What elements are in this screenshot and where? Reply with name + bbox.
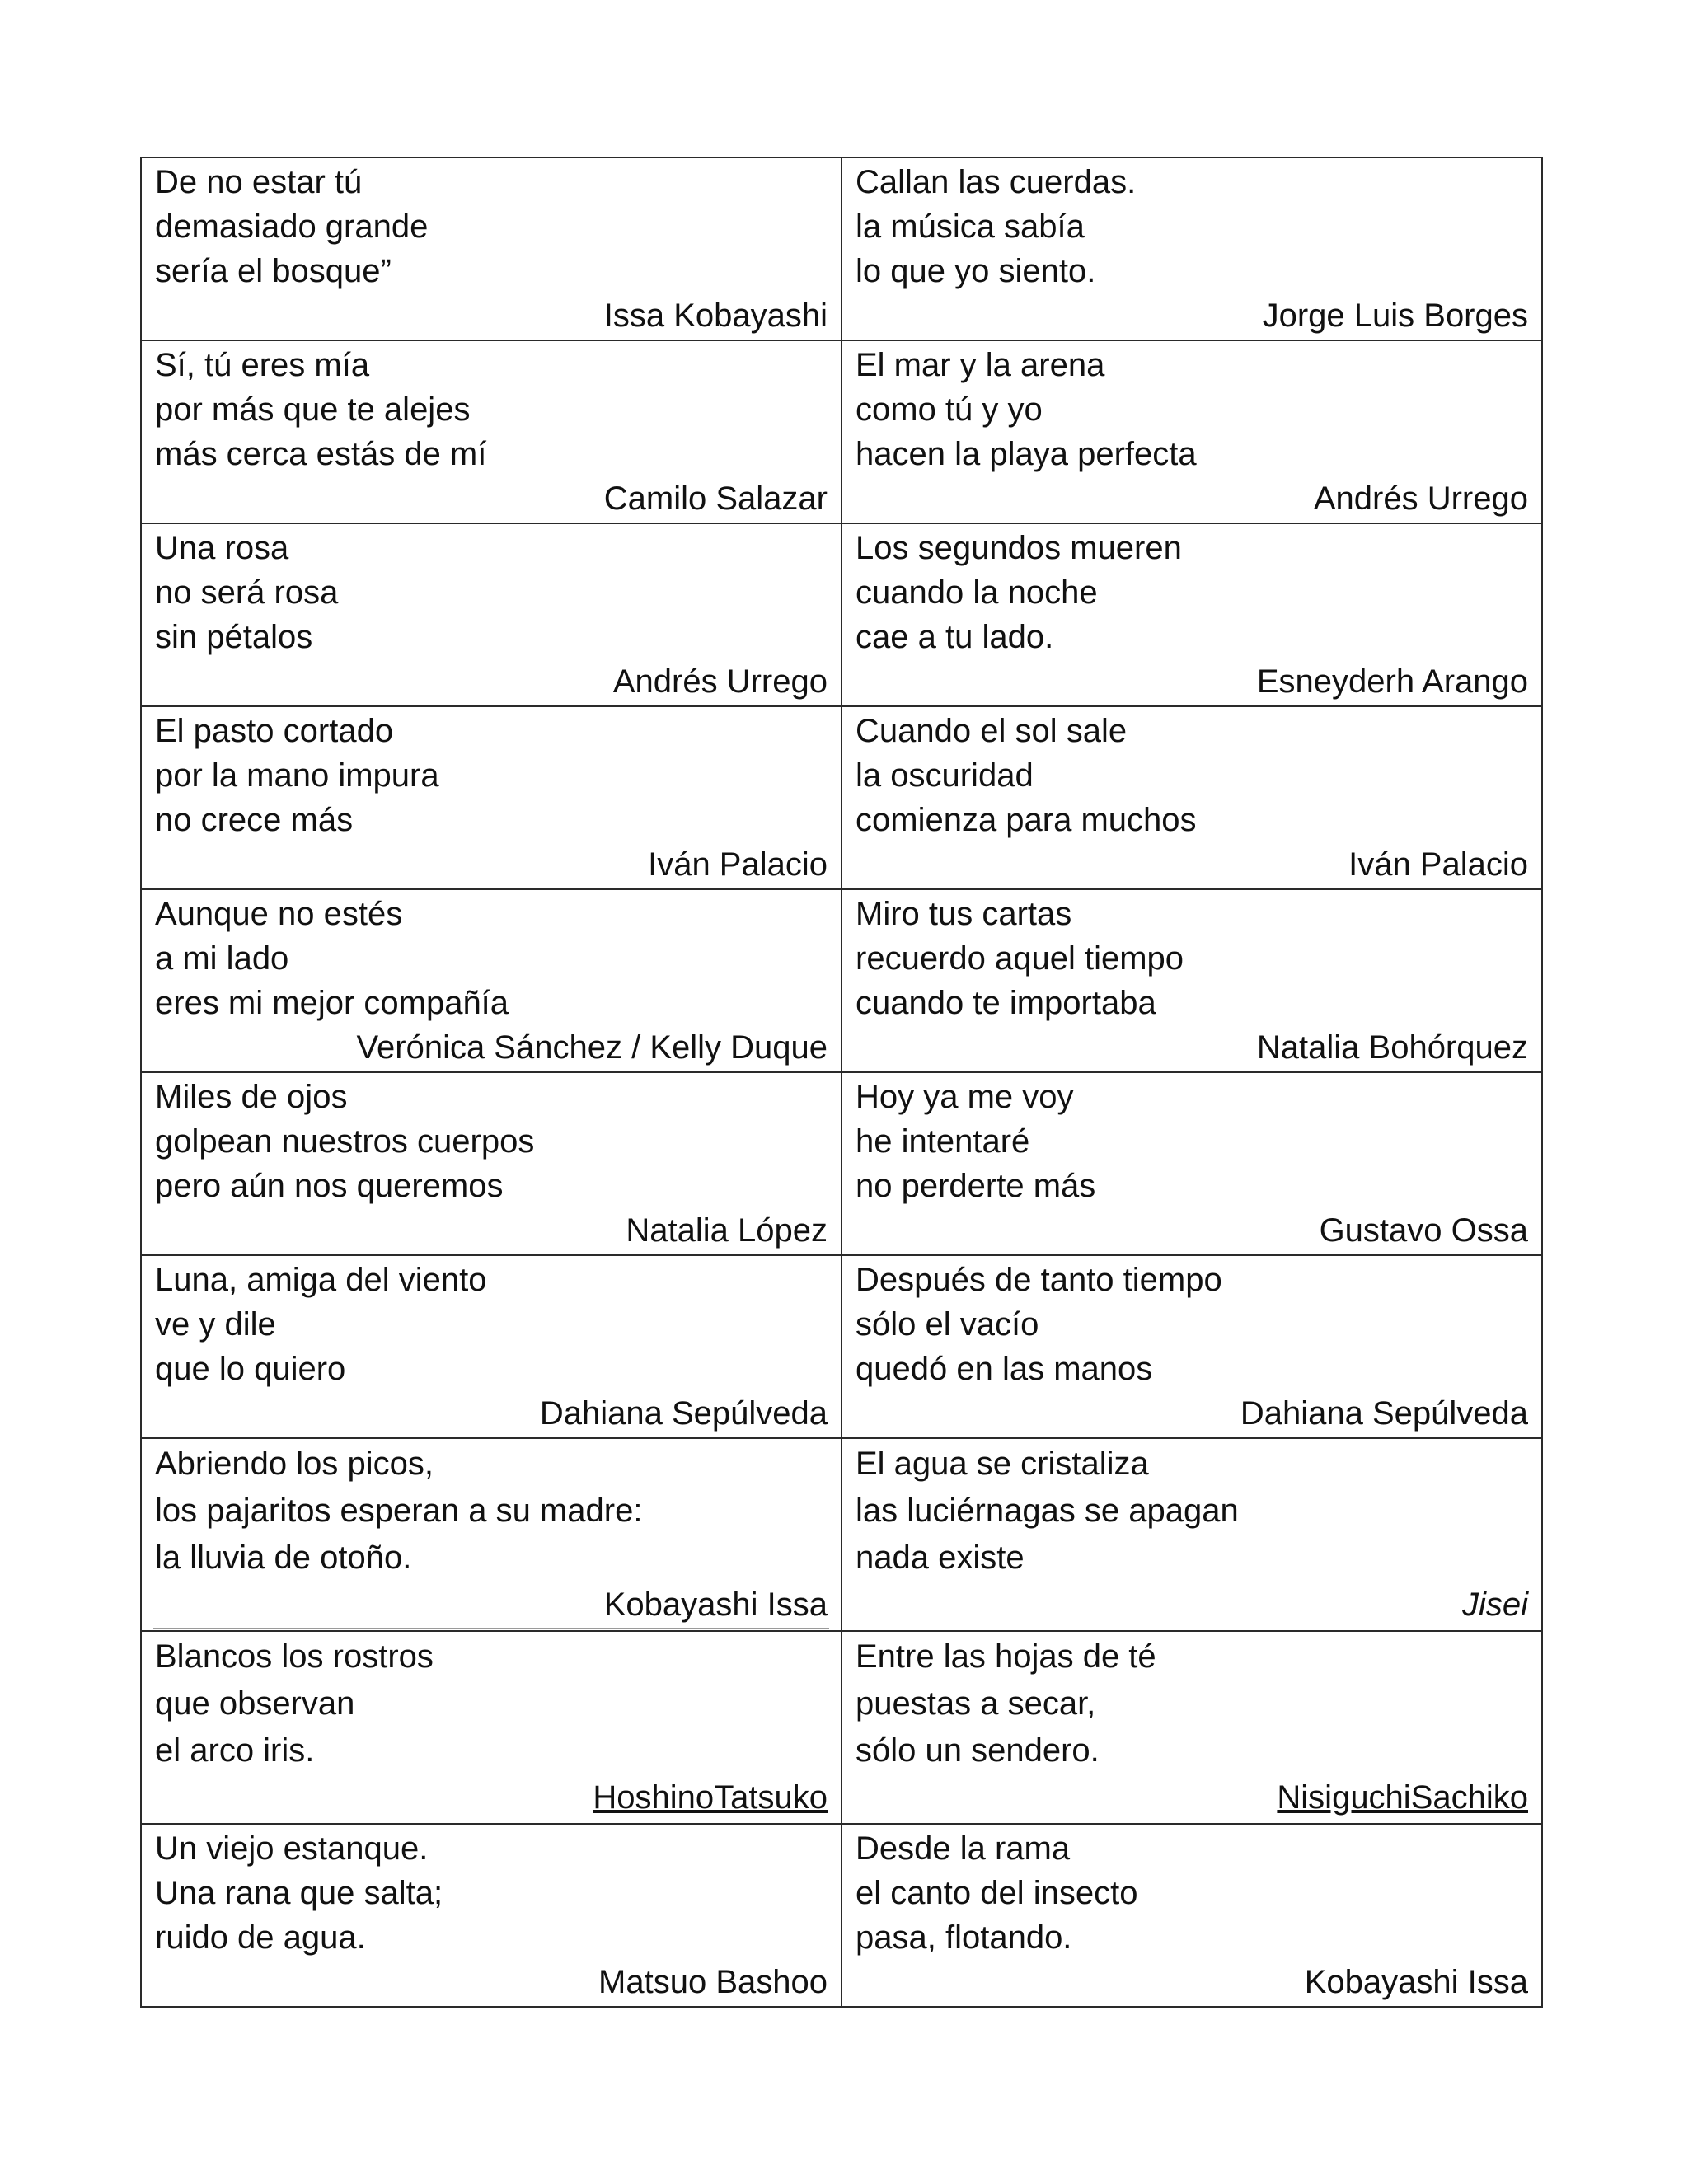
haiku-line: Callan las cuerdas. [856, 164, 1137, 200]
haiku-cell [842, 523, 1542, 706]
haiku-line: los pajaritos esperan a su madre: [155, 1493, 643, 1529]
haiku-line: más cerca estás de mí [155, 436, 487, 472]
haiku-line: sería el bosque” [155, 253, 392, 289]
haiku-line: demasiado grande [155, 209, 429, 245]
haiku-author: Gustavo Ossa [1319, 1212, 1528, 1249]
haiku-author: Andrés Urrego [612, 663, 828, 700]
table-row [141, 1072, 1542, 1255]
haiku-line: Abriendo los picos, [155, 1446, 434, 1482]
haiku-line: ruido de agua. [155, 1919, 366, 1956]
haiku-author: Verónica Sánchez / Kelly Duque [356, 1029, 828, 1066]
haiku-line: comienza para muchos [856, 802, 1197, 838]
haiku-line: la música sabía [856, 209, 1085, 245]
haiku-line: a mi lado [155, 940, 289, 977]
haiku-author: Iván Palacio [1348, 846, 1528, 883]
haiku-line: no será rosa [155, 574, 339, 611]
haiku-line: por la mano impura [155, 757, 439, 794]
haiku-line: nada existe [856, 1540, 1025, 1576]
haiku-cell [141, 1438, 842, 1631]
haiku-line: Un viejo estanque. [155, 1830, 429, 1867]
haiku-cell [842, 1255, 1542, 1438]
haiku-cell [842, 340, 1542, 523]
haiku-author: Issa Kobayashi [603, 298, 828, 334]
haiku-cell [141, 1824, 842, 2007]
haiku-author: Dahiana Sepúlveda [1240, 1395, 1528, 1432]
haiku-line: ve y dile [155, 1306, 276, 1343]
table-row [141, 340, 1542, 523]
haiku-line: Los segundos mueren [856, 530, 1182, 566]
haiku-line: Desde la rama [856, 1830, 1071, 1867]
haiku-line: la lluvia de otoño. [155, 1540, 412, 1576]
haiku-line: lo que yo siento. [856, 253, 1096, 289]
haiku-line: Una rosa [155, 530, 289, 566]
haiku-author [856, 1774, 1528, 1821]
haiku-line: no perderte más [856, 1168, 1096, 1204]
haiku-cell [141, 1255, 842, 1438]
haiku-cell [842, 706, 1542, 889]
haiku-line: quedó en las manos [856, 1351, 1153, 1387]
haiku-line: cuando te importaba [856, 985, 1156, 1021]
haiku-author: Kobayashi Issa [1304, 1964, 1528, 2000]
haiku-author: Natalia López [626, 1212, 828, 1249]
haiku-line: eres mi mejor compañía [155, 985, 509, 1021]
haiku-line: El agua se cristaliza [856, 1446, 1149, 1482]
haiku-author: Camilo Salazar [603, 480, 828, 517]
haiku-table [140, 157, 1543, 2008]
table-row [141, 889, 1542, 1072]
haiku-cell [141, 340, 842, 523]
haiku-cell [141, 523, 842, 706]
haiku-author: Matsuo Bashoo [598, 1964, 828, 2000]
haiku-line: sin pétalos [155, 619, 313, 655]
haiku-cell [842, 1631, 1542, 1824]
double-rule-divider [153, 1624, 829, 1629]
haiku-line: Luna, amiga del viento [155, 1262, 487, 1298]
haiku-author-name: NisiguchiSachiko [1277, 1779, 1528, 1816]
haiku-line: pero aún nos queremos [155, 1168, 504, 1204]
haiku-cell [141, 157, 842, 340]
table-row [141, 157, 1542, 340]
haiku-author: Natalia Bohórquez [1256, 1029, 1528, 1066]
haiku-line: Después de tanto tiempo [856, 1262, 1222, 1298]
haiku-author: Esneyderh Arango [1256, 663, 1528, 700]
haiku-line: como tú y yo [856, 391, 1043, 428]
haiku-line: De no estar tú [155, 164, 363, 200]
haiku-line: sólo el vacío [856, 1306, 1039, 1343]
haiku-cell [842, 1824, 1542, 2007]
haiku-line: Cuando el sol sale [856, 713, 1128, 749]
haiku-cell [842, 157, 1542, 340]
haiku-author: Iván Palacio [648, 846, 828, 883]
haiku-line: el canto del insecto [856, 1875, 1138, 1911]
haiku-line: hacen la playa perfecta [856, 436, 1197, 472]
haiku-cell [141, 706, 842, 889]
haiku-line: Miro tus cartas [856, 896, 1072, 932]
haiku-line: Aunque no estés [155, 896, 403, 932]
haiku-cell [141, 1631, 842, 1824]
haiku-line: Blancos los rostros [155, 1638, 434, 1675]
haiku-line: puestas a secar, [856, 1685, 1096, 1722]
haiku-line: la oscuridad [856, 757, 1034, 794]
haiku-cell [842, 1438, 1542, 1631]
haiku-author: Dahiana Sepúlveda [539, 1395, 828, 1432]
haiku-line: sólo un sendero. [856, 1732, 1100, 1769]
haiku-author: Jisei [1461, 1586, 1528, 1623]
haiku-line: Entre las hojas de té [856, 1638, 1156, 1675]
haiku-line: las luciérnagas se apagan [856, 1493, 1239, 1529]
haiku-author [155, 1774, 828, 1821]
haiku-line: El pasto cortado [155, 713, 394, 749]
table-row [141, 1255, 1542, 1438]
haiku-line: Sí, tú eres mía [155, 347, 370, 383]
table-row [141, 523, 1542, 706]
haiku-line: el arco iris. [155, 1732, 315, 1769]
table-row [141, 706, 1542, 889]
haiku-line: Una rana que salta; [155, 1875, 443, 1911]
haiku-line: golpean nuestros cuerpos [155, 1123, 535, 1160]
haiku-cell [141, 889, 842, 1072]
table-row [141, 1824, 1542, 2007]
haiku-line: recuerdo aquel tiempo [856, 940, 1184, 977]
haiku-author: Kobayashi Issa [603, 1586, 828, 1623]
table-row [141, 1631, 1542, 1824]
haiku-line: no crece más [155, 802, 354, 838]
haiku-cell [842, 889, 1542, 1072]
haiku-cell [141, 1072, 842, 1255]
haiku-line: por más que te alejes [155, 391, 471, 428]
haiku-line: cuando la noche [856, 574, 1098, 611]
haiku-line: Miles de ojos [155, 1079, 348, 1115]
haiku-cell [842, 1072, 1542, 1255]
haiku-line: pasa, flotando. [856, 1919, 1072, 1956]
haiku-line: que observan [155, 1685, 355, 1722]
haiku-line: he intentaré [856, 1123, 1030, 1160]
haiku-line: El mar y la arena [856, 347, 1105, 383]
haiku-author: Andrés Urrego [1313, 480, 1528, 517]
haiku-author-name: HoshinoTatsuko [593, 1779, 828, 1816]
table-row [141, 1438, 1542, 1631]
haiku-line: que lo quiero [155, 1351, 346, 1387]
haiku-author: Jorge Luis Borges [1262, 298, 1528, 334]
haiku-line: cae a tu lado. [856, 619, 1054, 655]
haiku-line: Hoy ya me voy [856, 1079, 1074, 1115]
